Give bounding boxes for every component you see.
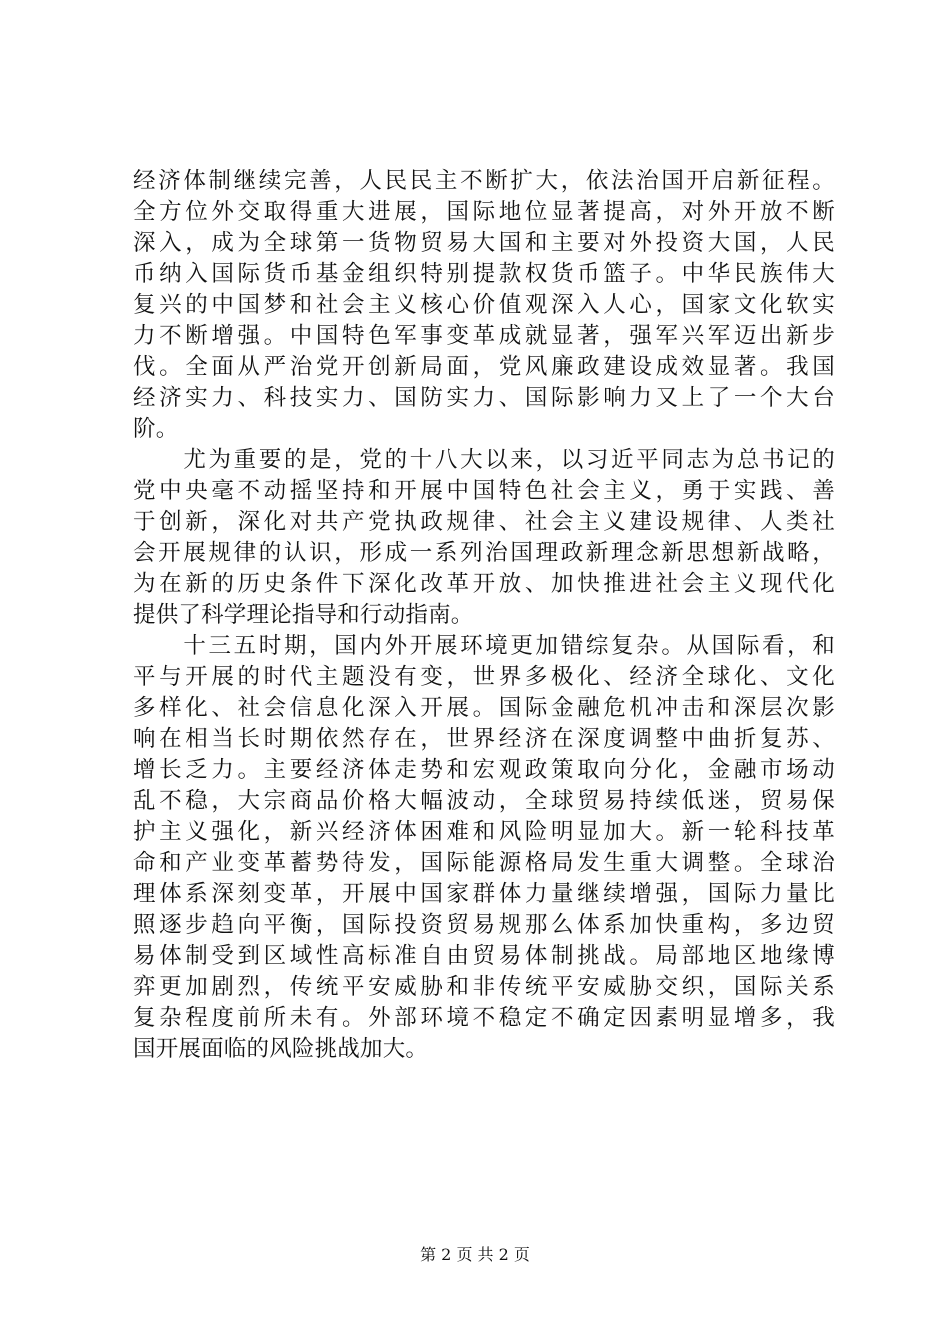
text-line: 复杂程度前所未有。外部环境不稳定不确定因素明显增多，我 [133, 1005, 835, 1031]
text-line: 深入，成为全球第一货物贸易大国和主要对外投资大国，人民 [133, 230, 835, 256]
text-line: 平与开展的时代主题没有变，世界多极化、经济全球化、文化 [133, 664, 835, 690]
text-line: 经济体制继续完善，人民民主不断扩大，依法治国开启新征程。 [133, 168, 835, 194]
text-line: 会开展规律的认识，形成一系列治国理政新理念新思想新战略， [133, 540, 835, 566]
text-line: 为在新的历史条件下深化改革开放、加快推进社会主义现代化 [133, 571, 835, 597]
text-line: 复兴的中国梦和社会主义核心价值观深入人心，国家文化软实 [133, 292, 835, 318]
text-line: 提供了科学理论指导和行动指南。 [133, 602, 474, 628]
page-footer: 第 2 页 共 2 页 [420, 1245, 530, 1264]
text-line: 经济实力、科技实力、国防实力、国际影响力又上了一个大台 [133, 385, 835, 411]
text-line: 增长乏力。主要经济体走势和宏观政策取向分化，金融市场动 [133, 757, 835, 783]
text-line: 币纳入国际货币基金组织特别提款权货币篮子。中华民族伟大 [133, 261, 835, 287]
text-line: 命和产业变革蓄势待发，国际能源格局发生重大调整。全球治 [133, 850, 835, 876]
text-line: 理体系深刻变革，开展中国家群体力量继续增强，国际力量比 [133, 881, 835, 907]
text-line: 国开展面临的风险挑战加大。 [133, 1036, 429, 1062]
text-line: 护主义强化，新兴经济体困难和风险明显加大。新一轮科技革 [133, 819, 835, 845]
text-line: 多样化、社会信息化深入开展。国际金融危机冲击和深层次影 [133, 695, 835, 721]
text-line: 十三五时期，国内外开展环境更加错综复杂。从国际看，和 [133, 633, 835, 659]
text-line: 弈更加剧烈，传统平安威胁和非传统平安威胁交织，国际关系 [133, 974, 835, 1000]
text-line: 乱不稳，大宗商品价格大幅波动，全球贸易持续低迷，贸易保 [133, 788, 835, 814]
text-line: 党中央毫不动摇坚持和开展中国特色社会主义，勇于实践、善 [133, 478, 835, 504]
text-line: 全方位外交取得重大进展，国际地位显著提高，对外开放不断 [133, 199, 835, 225]
text-line: 伐。全面从严治党开创新局面，党风廉政建设成效显著。我国 [133, 354, 835, 380]
text-line: 于创新，深化对共产党执政规律、社会主义建设规律、人类社 [133, 509, 835, 535]
text-line: 阶。 [133, 416, 179, 442]
text-line: 照逐步趋向平衡，国际投资贸易规那么体系加快重构，多边贸 [133, 912, 835, 938]
text-line: 力不断增强。中国特色军事变革成就显著，强军兴军迈出新步 [133, 323, 835, 349]
body-text [133, 166, 835, 1065]
text-line: 尤为重要的是，党的十八大以来，以习近平同志为总书记的 [133, 447, 835, 473]
text-line: 响在相当长时期依然存在，世界经济在深度调整中曲折复苏、 [133, 726, 835, 752]
text-line: 易体制受到区域性高标准自由贸易体制挑战。局部地区地缘博 [133, 943, 835, 969]
